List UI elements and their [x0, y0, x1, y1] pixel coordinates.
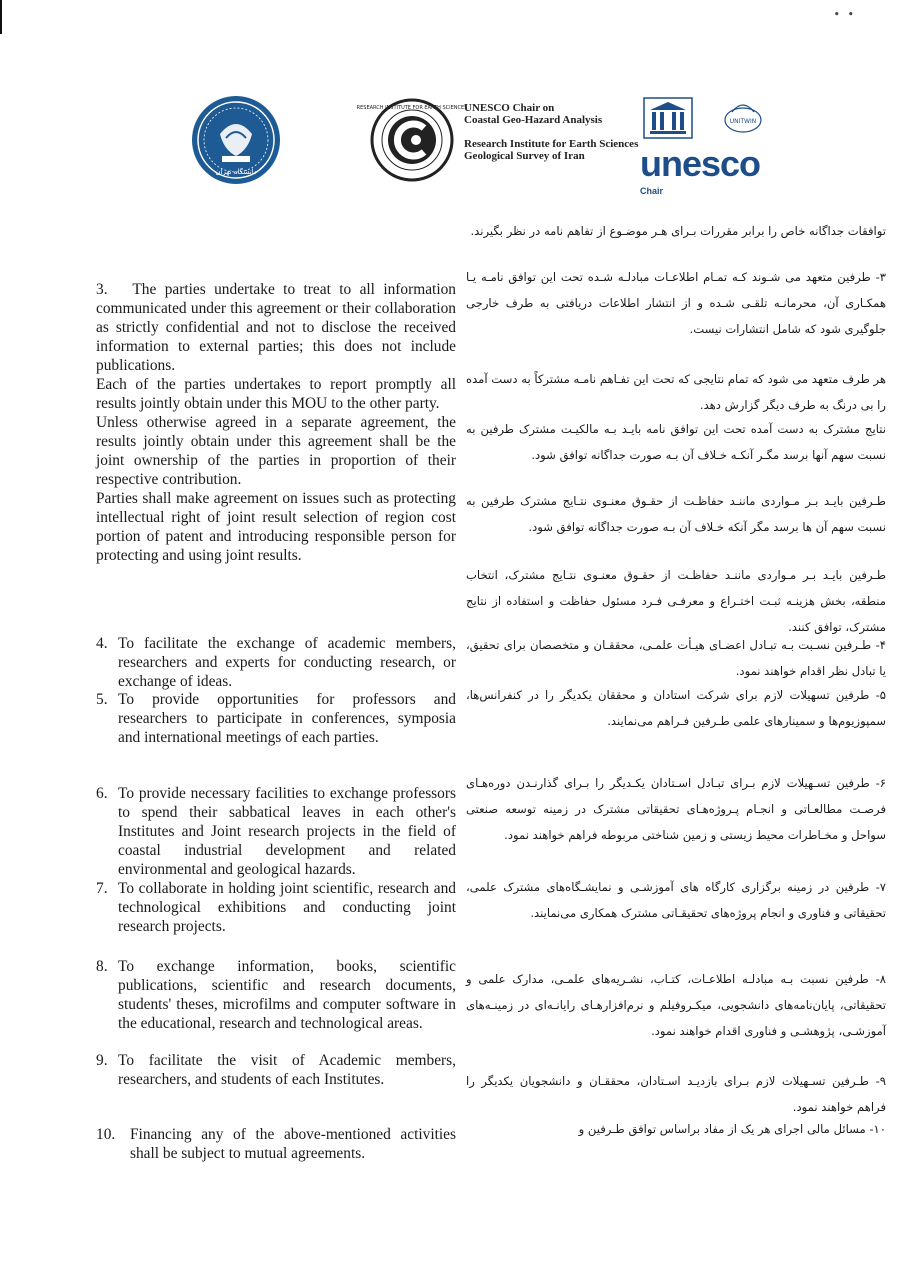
item-number: 9. — [96, 1052, 108, 1069]
english-section-3 — [96, 280, 456, 565]
unesco-logo — [640, 94, 780, 194]
english-item-6 — [96, 784, 456, 879]
corner-marks: • • — [833, 8, 856, 21]
unesco-chair-label: Chair — [640, 186, 664, 196]
institute-line-1: Research Institute for Earth Sciences — [464, 138, 639, 150]
unitwin-text: UNITWIN — [729, 118, 757, 125]
persian-intro: توافقات جداگانه خاص را برابر مقررات بـرای هـر موضـوع از تفاهم نامه در نظر بگیرند. — [470, 224, 886, 238]
institute-line-2: Geological Survey of Iran — [464, 150, 585, 162]
item-number: 6. — [96, 785, 108, 802]
item-3-paragraph-4: Parties shall make agreement on issues such as protecting intellectual right of joint result selection of region cost portion of patent and introducing responsible person for protecting and using joint results. — [96, 490, 456, 564]
persian-item-3-c: نتایج مشترک به دست آمده تحت این توافق نامه بایـد بـه مالکیـت مشترک طرفین به نسبت سهم آنها برسد مگـر آنکـه خـلاف آن بـه صورت جداگانه توافق شود. — [466, 422, 886, 462]
unitwin-icon — [722, 98, 764, 136]
item-3-paragraph-2: Each of the parties undertakes to report promptly all results jointly obtain under this MOU to the other party. — [96, 376, 456, 412]
item-number: 5. — [96, 691, 108, 708]
item-3-paragraph — [96, 280, 456, 375]
english-item-9 — [96, 1051, 456, 1089]
item-text: To facilitate the exchange of academic members, researchers and experts for conducting research, or exchange of ideas. — [118, 635, 456, 690]
english-item-5 — [96, 690, 456, 747]
item-3-text: The parties undertake to treat to all information communicated under this agreement or their collaboration as strictly confidential and not to disclose the received information to external parties; this does not include publications. — [96, 281, 457, 374]
persian-item-3-e: طـرفین بایـد بـر مـواردی ماننـد حفاظـت از حقـوق معنـوی نتـایج مشترک، انتخاب منطقه، بخش هزینـه ثبـت اختـراع و معرفـی فـرد مسئول حفاظت و استفاده از نتایج مشترک، توافق کنند. — [466, 568, 886, 634]
unesco-temple-icon — [644, 98, 692, 138]
ries-logo — [356, 98, 468, 182]
item-number: 7. — [96, 880, 108, 897]
ries-logo-text: RESEARCH INSTITUTE FOR EARTH SCIENCES — [356, 105, 468, 111]
letterhead — [180, 88, 780, 208]
persian-item-3: ۳- طرفین متعهد می شـوند کـه تمـام اطلاعـات مبادلـه شـده تحت این توافق نامـه یـا همکـاری آن، محرمانـه تلقـی شـده و از انتشار اطلاعات دریافتی به طرف خارجی جلوگیری شود که شامل انتشارات نیست. — [466, 270, 886, 336]
item-number: 10. — [96, 1126, 116, 1143]
item-number: 8. — [96, 958, 108, 975]
item-text: To collaborate in holding joint scientific, research and technological exhibitions and conducting joint research projects. — [118, 880, 456, 935]
university-of-tehran-logo — [190, 94, 282, 186]
ut-logo-text: دانشگاه تهران — [215, 168, 257, 176]
persian-item-3-d: طـرفین بایـد بـر مـواردی ماننـد حفاظـت از حقـوق معنـوی نتـایج مشترک طرفین به نسبت سهم آن ها برسد مگر آنکه خـلاف آن بـه صورت جداگانه توافق شود. — [466, 494, 886, 534]
item-text: To provide opportunities for professors and researchers to participate in conferences, symposia and international meetings of each parties. — [118, 691, 456, 746]
persian-item-3-b: هر طرف متعهد می شود که تمام نتایجی که تحت این تفـاهم نامـه مشترکاً به دست آمده را بی درنگ به طرف دیگر گزارش دهد. — [466, 372, 886, 412]
item-text: Financing any of the above-mentioned activities shall be subject to mutual agreements. — [130, 1126, 456, 1162]
item-3-paragraph-3: Unless otherwise agreed in a separate agreement, the results jointly obtain under this agreement shall be the joint ownership of the parties in proportion of their respective contribution. — [96, 414, 456, 488]
persian-item-6: ۶- طرفین تسـهیلات لازم بـرای تبـادل اسـتادان یکـدیگر را بـرای گذارنـدن دوره‌هـای فرصـت مطالعـاتی و انجـام پـروژه‌هـای تحقیقاتی مشترک در زمینه توسعه صنعتی سواحل و مخـاطرات محیط زیستی و زمین شناختی مربوطه فراهم خواهند نمود. — [466, 776, 886, 842]
english-item-10 — [96, 1125, 456, 1163]
chair-line-2: Coastal Geo-Hazard Analysis — [464, 114, 603, 126]
english-item-8 — [96, 957, 456, 1033]
persian-item-4: ۴- طـرفین نسـبت بـه تبـادل اعضـای هیـأت علمـی، محققـان و متخصصان برای تحقیق، یا تبادل نظر اقدام خواهند نمود. — [466, 638, 886, 678]
page-edge-mark — [0, 0, 2, 34]
unesco-wordmark: unesco — [640, 143, 761, 184]
item-number: 4. — [96, 635, 108, 652]
english-item-7 — [96, 879, 456, 936]
persian-item-8: ۸- طرفین نسبت بـه مبادلـه اطلاعـات، کتـاب، نشـریه‌های علمـی، مدارک علمی و تحقیقاتی، پایان‌نامه‌های دانشجویی، میکـروفیلم و نرم‌افزارهـای رایانـه‌ای در زمینـه‌های آموزشـی، پژوهشـی و فناوری اقدام خواهند نمود. — [466, 972, 886, 1038]
item-text: To provide necessary facilities to exchange professors to spend their sabbatical leaves in each other's Institutes and Joint research projects in the field of coastal industrial development and related environmental and geological hazards. — [118, 785, 456, 878]
persian-item-9: ۹- طـرفین تسـهیلات لازم بـرای بازدیـد اسـتادان، محققـان و دانشجویان یکدیگر را فراهم خواهند نمود. — [466, 1074, 886, 1114]
english-item-4 — [96, 634, 456, 691]
institute-text-block — [464, 102, 664, 162]
persian-item-10: ۱۰- مسائل مالی اجرای هر یک از مفاد براساس توافق طـرفین و — [578, 1122, 886, 1136]
item-3-number: 3. — [96, 281, 108, 298]
item-text: To exchange information, books, scientific publications, scientific and research documents, students' theses, microfilms and computer software in the educational, research and technological areas. — [118, 958, 456, 1032]
persian-item-5: ۵- طرفین تسهیلات لازم برای شرکت استادان و محققان یکدیگر را در کنفرانس‌ها، سمپوزیوم‌ها و سمینارهای علمی طـرفین فـراهم می‌نمایند. — [466, 688, 886, 728]
chair-line-1: UNESCO Chair on — [464, 102, 555, 114]
item-text: To facilitate the visit of Academic members, researchers, and students of each Institutes. — [118, 1052, 456, 1088]
persian-item-7: ۷- طرفین در زمینه برگزاری کارگاه های آموزشـی و نمایشـگاه‌های مشترک علمی، تحقیقاتی و فناوری و انجام پروژه‌های تحقیقـاتی مشترک همکاری می‌نمایند. — [466, 880, 886, 920]
